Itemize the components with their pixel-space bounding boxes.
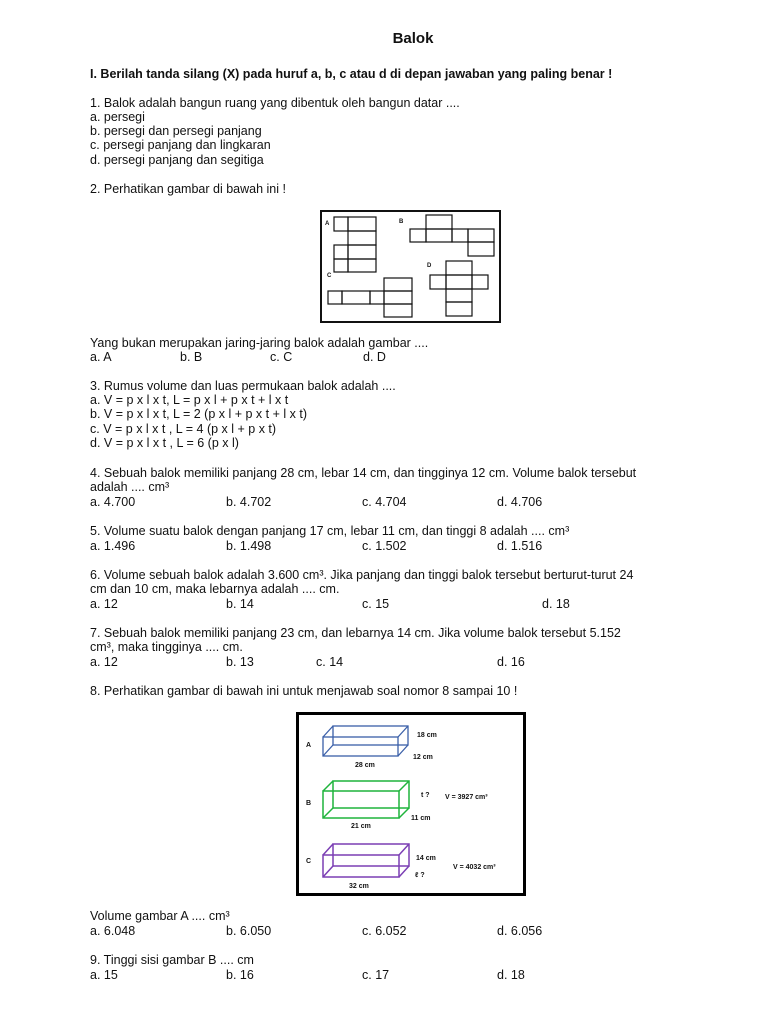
q7-stem-line1: 7. Sebuah balok memiliki panjang 23 cm, dan lebarnya 14 cm. Jika volume balok tersebut 5.152 [90, 626, 621, 640]
q3-option-a[interactable]: a. V = p x l x t, L = p x l + p x t + l x t [90, 393, 289, 407]
q4-options [90, 495, 690, 510]
q2-option-d[interactable]: d. D [363, 350, 386, 364]
q9-stem: 9. Tinggi sisi gambar B .... cm [90, 953, 254, 967]
q5-option-a[interactable]: a. 1.496 [90, 539, 136, 553]
q1-option-a[interactable]: a. persegi [90, 110, 145, 124]
q3-stem: 3. Rumus volume dan luas permukaan balok adalah .... [90, 379, 396, 393]
q4-option-a[interactable]: a. 4.700 [90, 495, 136, 509]
q3-option-d[interactable]: d. V = p x l x t , L = 6 (p x l) [90, 436, 239, 450]
q2-stem: 2. Perhatikan gambar di bawah ini ! [90, 182, 286, 196]
q2-options [90, 350, 690, 365]
q8-option-d[interactable]: d. 6.056 [497, 924, 543, 938]
q8-option-c[interactable]: c. 6.052 [362, 924, 407, 938]
q6-option-d[interactable]: d. 18 [542, 597, 570, 611]
net-label-b: B [399, 219, 404, 225]
cuboid-c-length: 32 cm [349, 883, 369, 890]
q9-options [90, 968, 690, 983]
q8-stem: 8. Perhatikan gambar di bawah ini untuk menjawab soal nomor 8 sampai 10 ! [90, 684, 518, 698]
q6-options [90, 597, 690, 612]
q9-option-a[interactable]: a. 15 [90, 968, 118, 982]
q7-options [90, 655, 690, 670]
cuboid-c-label: C [306, 858, 312, 865]
cuboids-figure-svg [299, 715, 523, 893]
net-b [410, 215, 494, 256]
q8-question: Volume gambar A .... cm³ [90, 909, 230, 923]
q8-option-b[interactable]: b. 6.050 [226, 924, 272, 938]
q5-option-d[interactable]: d. 1.516 [497, 539, 543, 553]
q5-stem: 5. Volume suatu balok dengan panjang 17 cm, lebar 11 cm, dan tinggi 8 adalah .... cm³ [90, 524, 570, 538]
q3-option-c[interactable]: c. V = p x l x t , L = 4 (p x l + p x t) [90, 422, 277, 436]
q2-question: Yang bukan merupakan jaring-jaring balok adalah gambar .... [90, 336, 429, 350]
net-d [430, 261, 488, 316]
q4-option-c[interactable]: c. 4.704 [362, 495, 407, 509]
cuboid-b-length: 21 cm [351, 823, 371, 830]
q9-option-c[interactable]: c. 17 [362, 968, 390, 982]
cuboid-b-label: B [306, 800, 312, 807]
cuboid-c [323, 844, 409, 877]
q6-option-c[interactable]: c. 15 [362, 597, 390, 611]
cuboid-b-height: t ? [421, 792, 430, 799]
page-title: Balok [392, 30, 434, 47]
q7-option-a[interactable]: a. 12 [90, 655, 118, 669]
q2-option-b[interactable]: b. B [180, 350, 203, 364]
q2-option-a[interactable]: a. A [90, 350, 112, 364]
q5-option-c[interactable]: c. 1.502 [362, 539, 407, 553]
cuboid-c-volume: V = 4032 cm³ [453, 864, 496, 871]
q7-option-d[interactable]: d. 16 [497, 655, 525, 669]
net-label-a: A [325, 221, 330, 227]
q6-option-b[interactable]: b. 14 [226, 597, 254, 611]
cuboid-c-height: 14 cm [416, 855, 436, 862]
q1-option-c[interactable]: c. persegi panjang dan lingkaran [90, 138, 271, 152]
cuboid-b-width: 11 cm [411, 815, 431, 822]
nets-figure [320, 210, 501, 323]
q5-options [90, 539, 690, 554]
q7-option-b[interactable]: b. 13 [226, 655, 254, 669]
net-label-d: D [427, 263, 432, 269]
q4-stem-line1: 4. Sebuah balok memiliki panjang 28 cm, lebar 14 cm, dan tingginya 12 cm. Volume balok tersebut [90, 466, 637, 480]
q7-option-c[interactable]: c. 14 [316, 655, 344, 669]
q4-option-d[interactable]: d. 4.706 [497, 495, 543, 509]
q1-stem: 1. Balok adalah bangun ruang yang dibentuk oleh bangun datar .... [90, 96, 460, 110]
q4-stem-line2: adalah .... cm³ [90, 480, 170, 494]
cuboid-a-width: 12 cm [413, 754, 433, 761]
cuboids-figure [296, 712, 526, 896]
q2-option-c[interactable]: c. C [270, 350, 293, 364]
q9-option-d[interactable]: d. 18 [497, 968, 525, 982]
net-a [334, 217, 376, 272]
cuboid-b-volume: V = 3927 cm³ [445, 794, 488, 801]
q7-stem-line2: cm³, maka tingginya .... cm. [90, 640, 243, 654]
q6-option-a[interactable]: a. 12 [90, 597, 118, 611]
q9-option-b[interactable]: b. 16 [226, 968, 254, 982]
net-label-c: C [327, 273, 332, 279]
q5-option-b[interactable]: b. 1.498 [226, 539, 272, 553]
net-c [328, 278, 412, 317]
q6-stem-line2: cm dan 10 cm, maka lebarnya adalah .... cm. [90, 582, 340, 596]
q4-option-b[interactable]: b. 4.702 [226, 495, 272, 509]
instruction-text: I. Berilah tanda silang (X) pada huruf a, b, c atau d di depan jawaban yang paling benar ! [90, 67, 613, 81]
nets-figure-svg [322, 212, 499, 321]
cuboid-c-width: ℓ ? [415, 872, 425, 879]
cuboid-b [323, 781, 409, 818]
cuboid-a [323, 726, 408, 756]
q1-option-b[interactable]: b. persegi dan persegi panjang [90, 124, 262, 138]
cuboid-a-height: 18 cm [417, 732, 437, 739]
q1-option-d[interactable]: d. persegi panjang dan segitiga [90, 153, 264, 167]
q3-option-b[interactable]: b. V = p x l x t, L = 2 (p x l + p x t + l x t) [90, 407, 307, 421]
cuboid-a-length: 28 cm [355, 762, 375, 769]
q8-option-a[interactable]: a. 6.048 [90, 924, 136, 938]
cuboid-a-label: A [306, 742, 312, 749]
q8-options [90, 924, 690, 939]
q6-stem-line1: 6. Volume sebuah balok adalah 3.600 cm³. Jika panjang dan tinggi balok tersebut berturut-turut 24 [90, 568, 634, 582]
